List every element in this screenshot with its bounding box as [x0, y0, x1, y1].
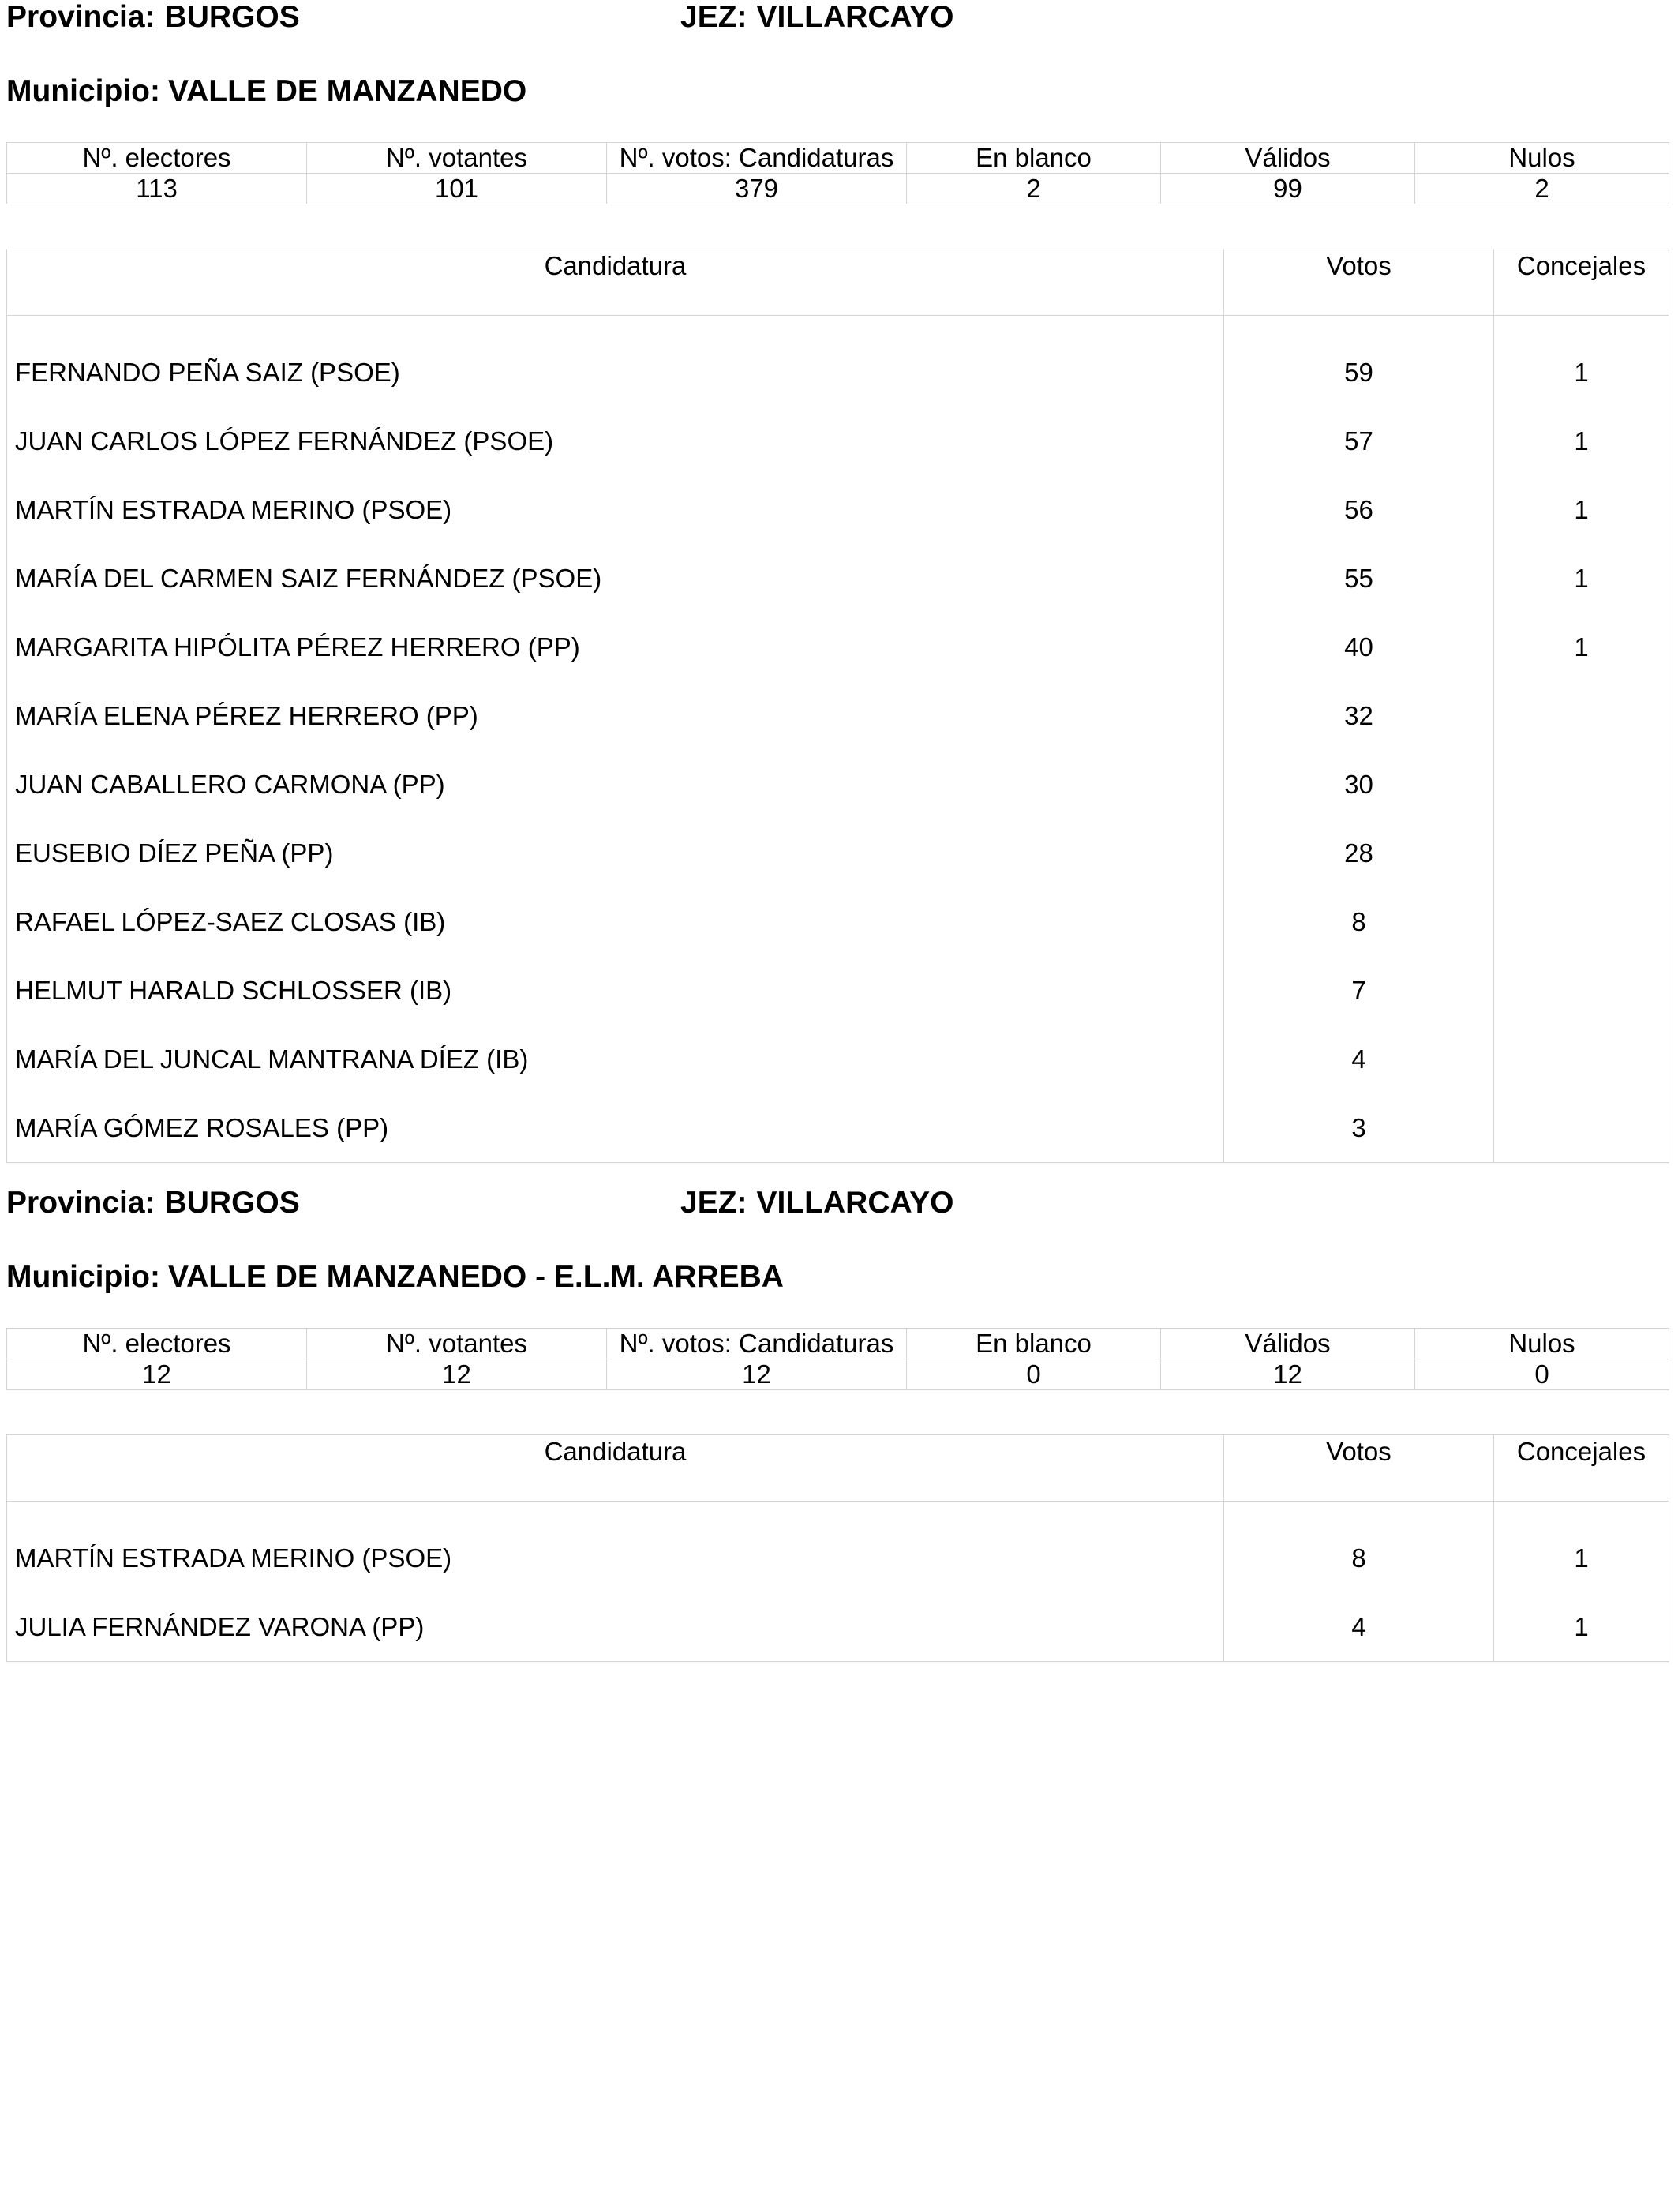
election-block [6, 0, 1669, 1142]
candidate-row [7, 316, 1669, 407]
summary-header-row [7, 1329, 1669, 1359]
candidate-seats: 1 [1494, 1592, 1669, 1662]
candidates-header-row [7, 1435, 1669, 1502]
candidate-votes: 55 [1224, 544, 1494, 613]
candidate-name: FERNANDO PEÑA SAIZ (PSOE) [7, 316, 1224, 407]
candidates-header-row [7, 249, 1669, 316]
candidate-name: JULIA FERNÁNDEZ VARONA (PP) [7, 1592, 1224, 1662]
municipio-value: VALLE DE MANZANEDO [167, 74, 527, 108]
election-block [6, 1186, 1669, 2212]
candidate-votes: 4 [1224, 1025, 1494, 1093]
summary-value-cell: 0 [1415, 1359, 1669, 1390]
municipio-heading [6, 1260, 784, 1295]
municipio-label: Municipio: [6, 1260, 160, 1294]
summary-value-cell: 99 [1161, 174, 1415, 204]
summary-header-cell: Nº. votos: Candidaturas [607, 143, 907, 174]
candidate-seats [1494, 887, 1669, 956]
candidate-seats: 1 [1494, 475, 1669, 544]
summary-value-cell: 113 [7, 174, 307, 204]
candidate-name: MARTÍN ESTRADA MERINO (PSOE) [7, 1502, 1224, 1593]
candidate-row [7, 1592, 1669, 1662]
candidates-table [6, 249, 1669, 1163]
provincia-value: BURGOS [164, 1186, 300, 1220]
candidate-name: MARÍA DEL CARMEN SAIZ FERNÁNDEZ (PSOE) [7, 544, 1224, 613]
jez-label: JEZ: [680, 1186, 747, 1220]
candidate-seats [1494, 1025, 1669, 1093]
summary-header-cell: Nº. electores [7, 1329, 307, 1359]
summary-value-cell: 12 [7, 1359, 307, 1390]
summary-table [6, 142, 1669, 204]
jez-value: VILLARCAYO [756, 0, 954, 34]
candidate-row [7, 475, 1669, 544]
summary-header-cell: Nº. votantes [307, 1329, 607, 1359]
candidates-header-cell: Candidatura [7, 1435, 1224, 1502]
candidate-votes: 40 [1224, 613, 1494, 681]
provincia-heading [6, 0, 300, 35]
candidate-name: JUAN CABALLERO CARMONA (PP) [7, 750, 1224, 819]
candidate-name: MARÍA GÓMEZ ROSALES (PP) [7, 1093, 1224, 1163]
candidate-name: MARÍA DEL JUNCAL MANTRANA DÍEZ (IB) [7, 1025, 1224, 1093]
summary-header-row [7, 143, 1669, 174]
municipio-value: VALLE DE MANZANEDO - E.L.M. ARREBA [167, 1260, 784, 1294]
candidate-row [7, 750, 1669, 819]
candidate-votes: 8 [1224, 1502, 1494, 1593]
municipio-heading [6, 74, 526, 109]
summary-value-row [7, 1359, 1669, 1390]
candidate-row [7, 681, 1669, 750]
candidate-name: MARTÍN ESTRADA MERINO (PSOE) [7, 475, 1224, 544]
candidate-seats: 1 [1494, 407, 1669, 475]
candidate-name: EUSEBIO DÍEZ PEÑA (PP) [7, 819, 1224, 887]
candidate-seats [1494, 1093, 1669, 1163]
summary-header-cell: Válidos [1161, 1329, 1415, 1359]
summary-value-cell: 101 [307, 174, 607, 204]
candidates-header-cell: Concejales [1494, 1435, 1669, 1502]
candidate-seats [1494, 956, 1669, 1025]
candidates-header-cell: Votos [1224, 249, 1494, 316]
jez-label: JEZ: [680, 0, 747, 34]
candidate-row [7, 887, 1669, 956]
summary-header-cell: Válidos [1161, 143, 1415, 174]
candidate-seats: 1 [1494, 1502, 1669, 1593]
summary-header-cell: Nº. electores [7, 143, 307, 174]
candidates-table [6, 1434, 1669, 1662]
candidate-votes: 7 [1224, 956, 1494, 1025]
provincia-label: Provincia: [6, 1186, 155, 1220]
candidate-row [7, 1093, 1669, 1163]
candidate-name: MARGARITA HIPÓLITA PÉREZ HERRERO (PP) [7, 613, 1224, 681]
candidate-row [7, 544, 1669, 613]
candidate-votes: 59 [1224, 316, 1494, 407]
summary-value-cell: 2 [1415, 174, 1669, 204]
candidate-row [7, 407, 1669, 475]
summary-header-cell: Nº. votos: Candidaturas [607, 1329, 907, 1359]
summary-header-cell: En blanco [907, 143, 1161, 174]
summary-value-cell: 12 [1161, 1359, 1415, 1390]
candidates-header-cell: Votos [1224, 1435, 1494, 1502]
candidate-row [7, 1502, 1669, 1593]
summary-header-cell: Nulos [1415, 143, 1669, 174]
candidate-name: HELMUT HARALD SCHLOSSER (IB) [7, 956, 1224, 1025]
candidate-votes: 57 [1224, 407, 1494, 475]
candidates-header-cell: Concejales [1494, 249, 1669, 316]
summary-header-cell: Nulos [1415, 1329, 1669, 1359]
summary-value-cell: 12 [307, 1359, 607, 1390]
provincia-label: Provincia: [6, 0, 155, 34]
candidate-seats [1494, 819, 1669, 887]
candidate-votes: 32 [1224, 681, 1494, 750]
candidate-name: JUAN CARLOS LÓPEZ FERNÁNDEZ (PSOE) [7, 407, 1224, 475]
municipio-label: Municipio: [6, 74, 160, 108]
candidate-votes: 8 [1224, 887, 1494, 956]
candidate-name: RAFAEL LÓPEZ-SAEZ CLOSAS (IB) [7, 887, 1224, 956]
candidate-row [7, 956, 1669, 1025]
summary-value-cell: 12 [607, 1359, 907, 1390]
candidate-votes: 3 [1224, 1093, 1494, 1163]
candidate-name: MARÍA ELENA PÉREZ HERRERO (PP) [7, 681, 1224, 750]
candidate-row [7, 613, 1669, 681]
summary-header-cell: En blanco [907, 1329, 1161, 1359]
candidate-row [7, 1025, 1669, 1093]
candidate-seats: 1 [1494, 544, 1669, 613]
candidate-votes: 30 [1224, 750, 1494, 819]
jez-heading [680, 0, 953, 35]
summary-value-cell: 2 [907, 174, 1161, 204]
candidate-seats [1494, 750, 1669, 819]
summary-value-row [7, 174, 1669, 204]
provincia-value: BURGOS [164, 0, 300, 34]
summary-header-cell: Nº. votantes [307, 143, 607, 174]
candidate-votes: 28 [1224, 819, 1494, 887]
candidate-seats [1494, 681, 1669, 750]
summary-table [6, 1328, 1669, 1390]
jez-value: VILLARCAYO [756, 1186, 954, 1220]
candidate-votes: 4 [1224, 1592, 1494, 1662]
jez-heading [680, 1186, 953, 1220]
candidate-votes: 56 [1224, 475, 1494, 544]
summary-value-cell: 0 [907, 1359, 1161, 1390]
candidate-seats: 1 [1494, 316, 1669, 407]
summary-value-cell: 379 [607, 174, 907, 204]
provincia-heading [6, 1186, 300, 1220]
candidates-header-cell: Candidatura [7, 249, 1224, 316]
candidate-seats: 1 [1494, 613, 1669, 681]
candidate-row [7, 819, 1669, 887]
